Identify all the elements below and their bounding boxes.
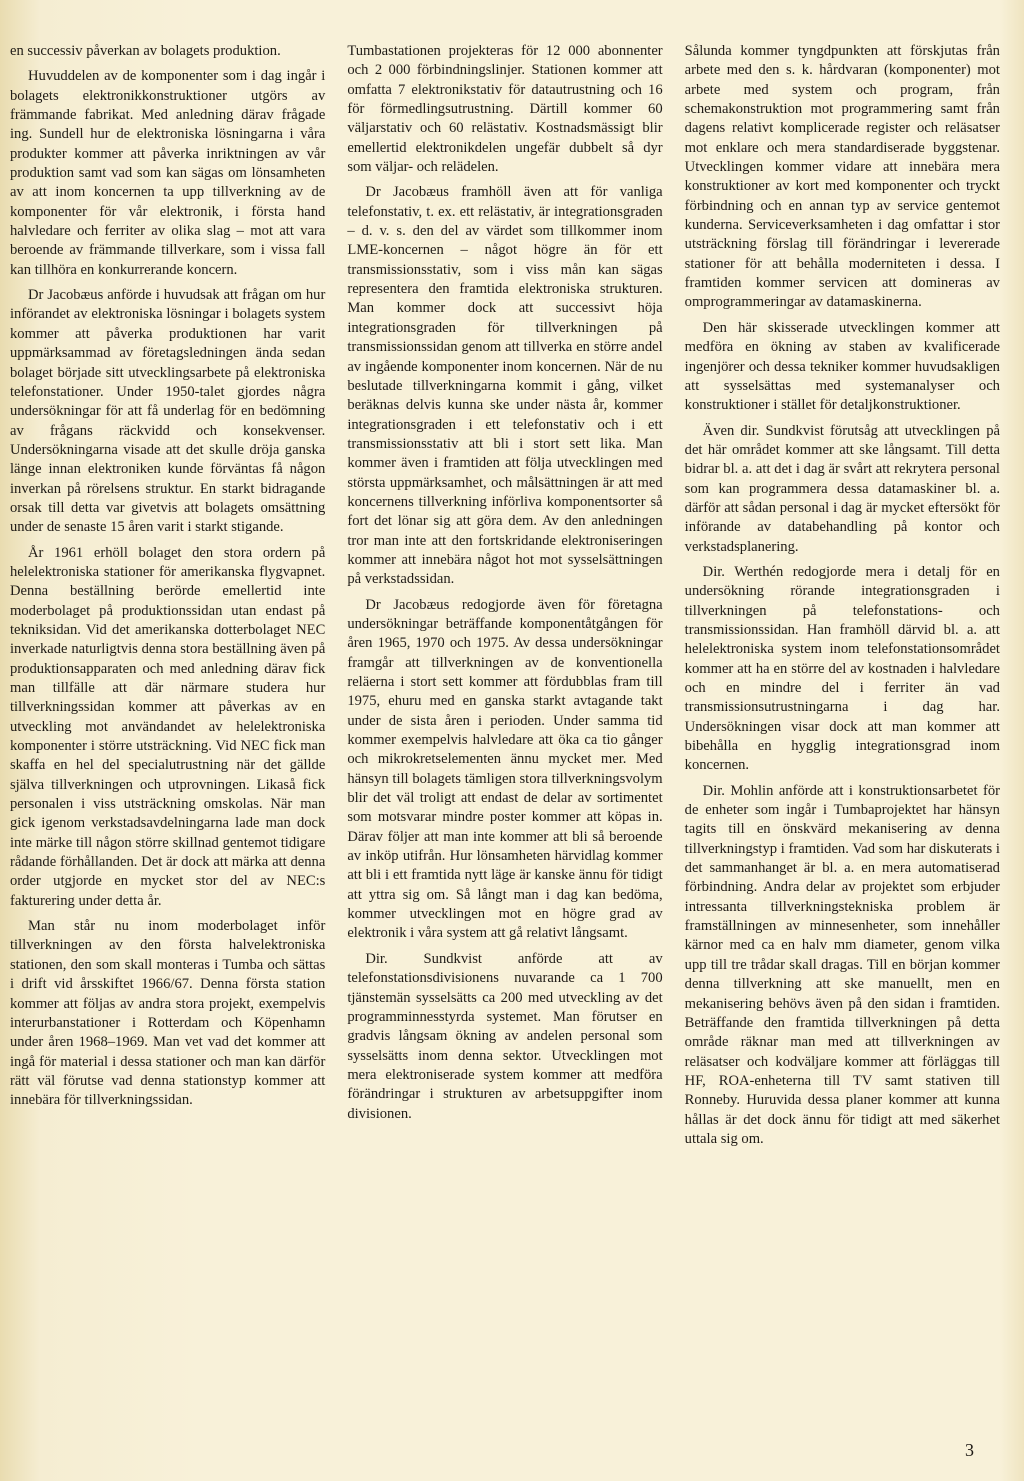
paragraph: Tumbastationen projekteras för 12 000 abonnenter och 2 000 förbindningslinjer. Stationen kommer att omfatta 7 elektronikstativ för datautrustning och 16 för förmedlingsutrustning. Därtill kommer 60 väljarstativ och 60 relästativ. Kostnadsmässigt blir emellertid elektronikdelen ungefär dubbelt så dyr som väljar- och relädelen.: [347, 43, 663, 176]
paragraph: Huvuddelen av de komponenter som i dag ingår i bolagets elektronikkonstruktioner utgörs av främmande fabrikat. Med anledning därav frågade ing. Sundell hur de elektroniska lösningarna i våra produkter kommer att påverka inriktningen av vår produktion samt vad som kan sägas om lönsamheten av att inom koncernen ta upp tillverkning av de komponenter för vår elektronik, i första hand halvledare och ferriter av olika slag – mot att vara beroende av främmande tillverkare, som i vissa fall kan tillhöra en konkurrerande koncern.: [10, 68, 326, 278]
paragraph: Den här skisserade utvecklingen kommer att medföra en ökning av staben av kvalificerade ingenjörer och dessa tekniker kommer huvudsakligen att sysselsättas med systemanalyser och konstruktioner i stället för detaljkonstruktioner.: [684, 319, 1000, 414]
column-1: [10, 42, 325, 1427]
paragraph: Sålunda kommer tyngdpunkten att förskjutas från arbete med den s. k. hårdvaran (komponenter) mot arbete med system och program, från schemakonstruktion mot programmering samt från dagens relativt komplicerade register och reläsatser mot enklare och mera standardiserade byggstenar. Utvecklingen kommer vidare att innebära mera konstruktioner av kort med komponenter och tryckt förbindning och en annan typ av service gentemot kunderna. Serviceverksamheten i dag omfattar i stor utsträckning förslag till förändringar i levererade stationer för att behålla moderniteten i dessa. I framtiden kommer servicen att domineras av omprogrammeringar av datamaskinerna.: [684, 43, 1000, 311]
paragraph: År 1961 erhöll bolaget den stora ordern på helelektroniska stationer för amerikanska flygvapnet. Denna beställning berörde emellertid inte moderbolaget på produktionssidan utan endast på tekniksidan. Vid det amerikanska dotterbolaget NEC inverkade naturligtvis denna stora beställning även på produktionsapparaten och med anledning därav fick man tillfälle att där närmare studera hur tillverkningssidan kommer att påverkas av en utveckling mot användandet av helelektroniska komponenter i större utsträckning. Vid NEC fick man skaffa en hel del specialutrustning när det gällde själva tillverkningen och utprovningen. Likaså fick personalen i viss utsträckning omskolas. När man gick igenom verkstadsavdelningarna lade man dock inte märke till någon större skillnad gentemot tidigare rådande förhållanden. Det är dock att märka att denna order utgjorde en mycket stor del av NEC:s fakturering under detta år.: [10, 544, 326, 909]
paragraph: Dr Jacobæus redogjorde även för företagna undersökningar beträffande komponentåtgången för åren 1965, 1970 och 1975. Av dessa undersökningar framgår att tillverkningen av de konventionella reläerna i stort sett kommer att fördubblas fram till 1975, ehuru med en ganska starkt avtagande takt under de sista åren i perioden. Under samma tid kommer exempelvis halvledare att öka ca tio gånger och mikrokretselementen ännu mycket mer. Med hänsyn till bolagets tämligen stora tillverkningsvolym blir det väl troligt att endast de delar av sortimentet som motsvarar mindre poster kommer att köpas in. Därav följer att man inte kommer att bli så beroende av inköp utifrån. Hur lönsamheten härvidlag kommer att bli i ett framtida nytt läge är kanske ännu för tidigt att yttra sig om. Så långt man i dag kan bedöma, kommer utvecklingen mot en högre grad av elektronik i våra system att gå relativt långsamt.: [347, 596, 663, 942]
paragraph: en successiv påverkan av bolagets produktion.: [10, 43, 281, 59]
column-2: [347, 42, 662, 1427]
text-columns: [10, 42, 1000, 1427]
paragraph: Även dir. Sundkvist förutsåg att utvecklingen på det här området kommer att ske långsamt. Till detta bidrar bl. a. att det i dag är svårt att rekrytera personal som kan programmera dessa datamaskiner bl. a. därför att sådan personal i dag är mycket eftersökt för införande av databehandling på kontor och verkstadsplanering.: [684, 422, 1000, 555]
paragraph: Dr Jacobæus anförde i huvudsak att frågan om hur införandet av elektroniska lösningar i bolagets system kommer att påverka produktionen har varit uppmärksammad av företagsledningen ända sedan bolaget började sitt utvecklingsarbete på elektroniska telefonstationer. Under 1950-talet gjordes några undersökningar för att få underlag för en bedömning av frågans räckvidd och konsekvenser. Undersökningarna visade att det skulle dröja ganska länge innan elektroniken kunde förväntas få någon inverkan på rörelsens struktur. En starkt bidragande orsak till detta var givetvis att bolagets omsättning under de senaste 15 åren varit i starkt stigande.: [10, 287, 326, 536]
paragraph: Dir. Mohlin anförde att i konstruktionsarbetet för de enheter som ingår i Tumbaprojektet har hänsyn tagits till en önskvärd mekanisering av denna tillverkningstyp i framtiden. Vad som har diskuterats i det sammanhanget är bl. a. en mera automatiserad förbindning. Andra delar av projektet som erbjuder intressanta tillverkningstekniska problem är framställningen av minnesenheter, som innehåller kärnor med ca en halv mm diameter, genom vilka upp till tre trådar skall dragas. Till en början kommer denna tillverkning att ske manuellt, men en mekanisering behövs även på den sidan i framtiden. Beträffande den framtida tillverkningen på detta område räknar man med att tillverkningen av reläsatser och kodväljare kommer att förläggas till HF, ROA-enheterna till TV samt stativen till Ronneby. Huruvida dessa planer kommer att kunna hållas är det dock ännu för tidigt att med säkerhet uttala sig om.: [684, 782, 1000, 1147]
paragraph: Dir. Sundkvist anförde att av telefonstationsdivisionens nuvarande ca 1 700 tjänstemän sysselsätts ca 200 med utveckling av det programminnesstyrda systemet. Man förutser en gradvis långsam ökning av andelen personal som sysselsätts inom denna sektor. Utvecklingen mot mera elektroniserade system kommer att medföra förändringar i strukturen av arbetsuppgifter inom divisionen.: [347, 950, 663, 1122]
page-number: 3: [965, 1440, 974, 1460]
paragraph: Dir. Werthén redogjorde mera i detalj för en undersökning rörande integrationsgraden i tillverkningen på telefonstations- och transmissionssidan. Han framhöll därvid bl. a. att helelektroniska system inom telefonstationsområdet kommer att ha en större del av kostnaden i halvledare och en mindre del i ferriter än vad transmissionsutrustningarna i dag har. Undersökningen visar dock att man kommer att bibehålla en hygglig integrationsgrad inom koncernen.: [684, 563, 1000, 774]
paragraph: Man står nu inom moderbolaget inför tillverkningen av den första halvelektroniska stationen, den som skall monteras i Tumba och sättas i drift vid årsskiftet 1966/67. Denna första station kommer att följas av andra stora projekt, exempelvis interurbanstationer i Rotterdam och Köpenhamn under åren 1968–1969. Man vet vad det kommer att ingå för material i dessa stationer och man kan därför rätt väl förutse vad denna stationstyp kommer att innebära för tillverkningssidan.: [10, 918, 326, 1109]
column-3: [685, 42, 1000, 1427]
paragraph: Dr Jacobæus framhöll även att för vanliga telefonstativ, t. ex. ett relästativ, är integrationsgraden – d. v. s. den del av värdet som tillkommer inom LME-koncernen – något högre än för ett transmissionsstativ, som i viss mån kan sägas representera den framtida elektroniska strukturen. Man kommer dock att successivt höja integrationsgraden för tillverkningen på transmissionssidan genom att tillverka en större andel av ingående komponenter inom koncernen. När de nu beslutade tillverkningarna kommit i gång, vilket beräknas delvis kunna ske under nästa år, kommer integrationsgraden i ett telefonstativ och i ett transmissionsstativ att bli i stort sett lika. Man kommer även i framtiden att följa utvecklingen med största uppmärksamhet, och målsättningen är att med koncernens tillverkning införliva komponentsorter så fort det lönar sig att göra dem. Av den anledningen tror man inte att den fortskridande elektroniseringen kommer att innebära något hot mot sysselsättningen på verkstadssidan.: [347, 184, 663, 588]
